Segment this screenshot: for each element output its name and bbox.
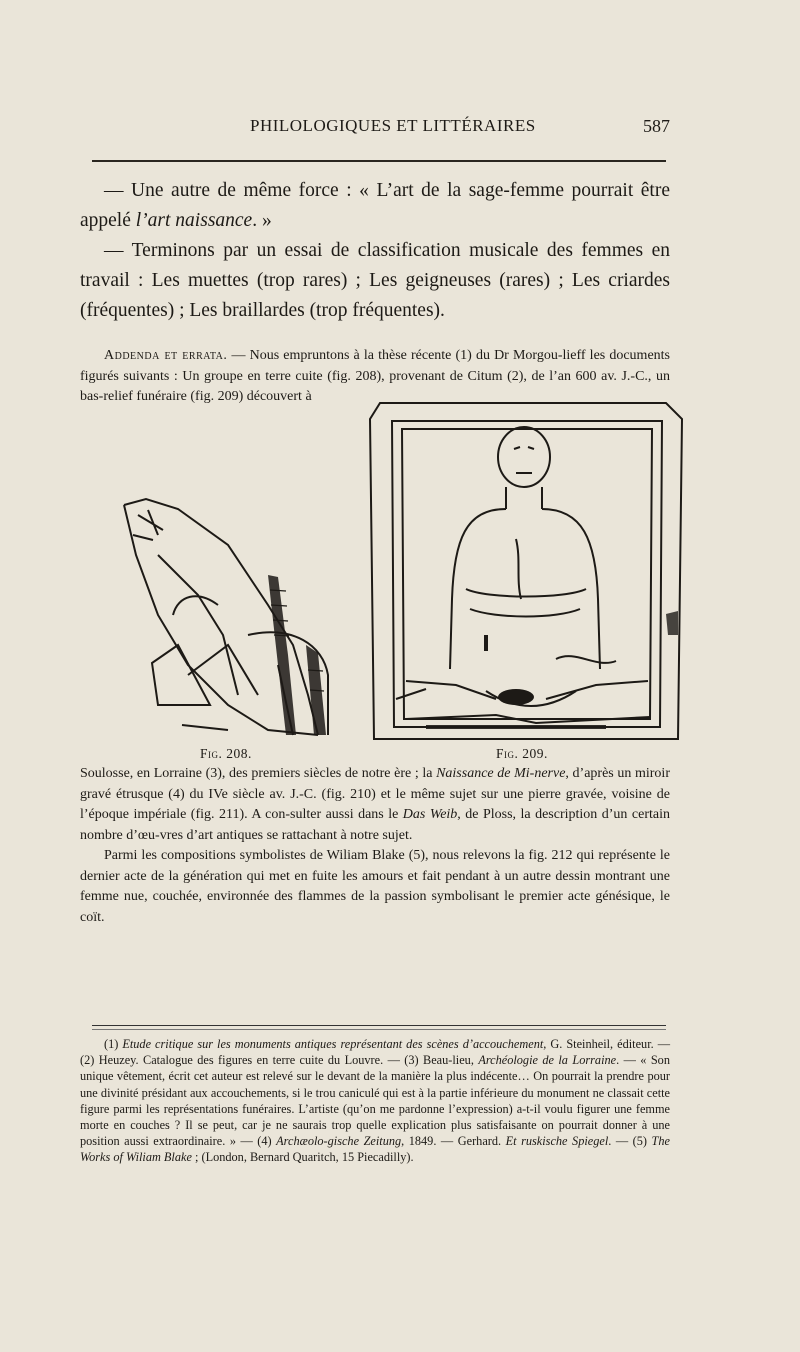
footnote-rule <box>92 1025 666 1026</box>
figure-209-caption: Fig. 209. <box>496 746 548 761</box>
figure-208-terracotta-group <box>118 495 340 743</box>
addenda-paragraph: Addenda et errata. — Nous empruntons à la thèse récente (1) du Dr Morgou-lieff les documents figurés suivants : Un groupe en terre cuite (fig. 208), provenant de Citum (2), de l’an 600 av. J.-C., un bas-relief funéraire (fig. 209) découvert à <box>80 348 671 404</box>
addenda-label: Addenda et errata. <box>104 348 228 363</box>
running-header <box>80 116 670 140</box>
running-title: PHILOLOGIQUES ET LITTÉRAIRES <box>250 116 536 135</box>
paragraph-soulosse: Soulosse, en Lorraine (3), des premiers siècles de notre ère ; la Naissance de Mi-nerve, d’après un miroir gravé étrusque (4) du IVe siècle av. J.-C. (fig. 210) et le même sujet sur une pierre gravée, voisine de l’époque impériale (fig. 211). A con-sulter aussi dans le Das Weib, de Ploss, la description d’un certain nombre d’œu-vres d’art antiques se rattachant à notre sujet. <box>80 766 670 843</box>
paragraph-classification: — Terminons par un essai de classification musicale des femmes en travail : Les muettes (trop rares) ; Les geigneuses (rares) ; Les criardes (fréquentes) ; Les braillardes (trop fréquentes). <box>80 240 670 321</box>
footnote-1: (1) Etude critique sur les monuments antiques représentant des scènes d’accouchement, G. Steinheil, éditeur. — (2) Heuzey. Catalogue des figures en terre cuite du Louvre. — (3) Beau-lieu, Archéologie de la Lorraine. — « Son unique vêtement, écrit cet auteur est relevé sur le devant de la manière la plus indécente… On pourrait la prendre pour une divinité présidant aux accouchements, si le trou caniculé qui est à la partie inférieure du monument ne classait cette figure parmi les représentations funéraires. L’artiste (qu’on me pardonne l’expression) a-t-il voulu figurer une femme morte en couches ? Il se peut, car je ne saurais trop quelle explication plus satisfaisante on pourrait donner à une position aussi extraordinaire. » — (4) Archæolo-gische Zeitung, 1849. — Gerhard. Et ruskische Spiegel. — (5) The Works of Wiliam Blake ; (London, Bernard Quaritch, 15 Piecadilly). <box>80 1037 671 1165</box>
footnotes <box>80 1036 670 1166</box>
footnote-rule-thin <box>92 1029 666 1030</box>
paragraph-sage-femme: — Une autre de même force : « L’art de la sage-femme pourrait être appelé l’art naissance. » <box>80 180 670 231</box>
paragraph-blake: Parmi les compositions symbolistes de Wiliam Blake (5), nous relevons la fig. 212 qui représente le dernier acte de la génération qui met en fuite les amours et fait pendant à un autre dessin montrant une femme nue, couchée, environnée des flammes de la passion symbolisant le premier acte génésique, le coït. <box>80 848 670 925</box>
header-rule <box>92 160 666 162</box>
body-text-top <box>80 176 670 326</box>
figure-208-caption: Fig. 208. <box>200 746 252 761</box>
body-text-bottom <box>80 764 670 928</box>
page-number: 587 <box>643 116 670 136</box>
italic-phrase: l’art naissance <box>135 210 253 231</box>
figure-209-bas-relief <box>366 399 688 745</box>
